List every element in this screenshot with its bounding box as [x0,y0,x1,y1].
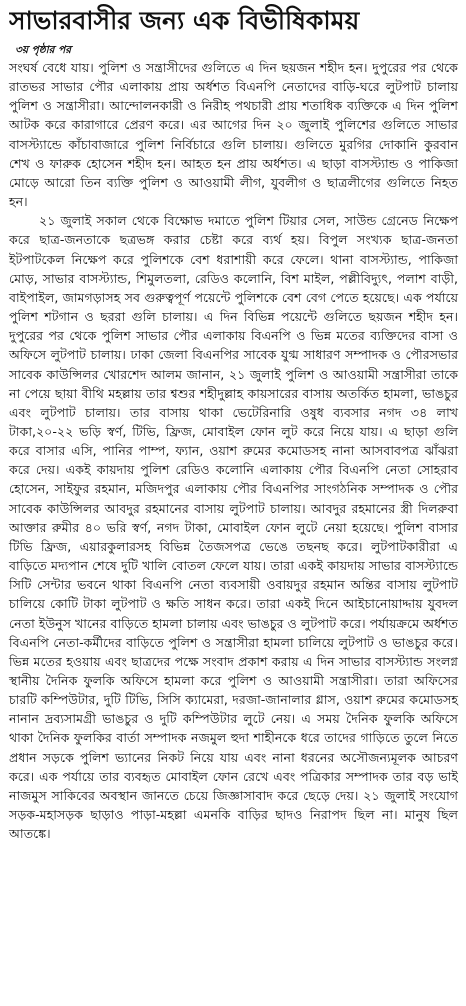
article-headline: সাভারবাসীর জন্য এক বিভীষিকাময় [9,6,360,35]
article-paragraph-2: ২১ জুলাই সকাল থেকে বিক্ষোভ দমাতে পুলিশ টিয়ার সেল, সাউন্ড গ্রেনেড নিক্ষেপ করে ছাত্র-জনতাকে ছত্রভঙ্গ করার চেষ্টা করে ব্যর্থ হয়। বিপুল সংখ্যক ছাত্র-জনতা ইটপাটকেল নিক্ষেপ করে পুলিশকে বেশ ধরাশায়ী করে ফেলে। থানা বাসস্ট্যান্ড, পাকিজা মোড়, সাভার বাসস্ট্যান্ড, শিমুলতলা, রেডিও কলোনি, বিশ মাইল, পল্লীবিদ্যুৎ, পলাশ বাড়ী, বাইপাইল, জামগড়াসহ সব গুরুত্বপূর্ণ পয়েন্টে পুলিশকে বেশ বেগ পেতে হয়েছে। এক পর্যায়ে পুলিশ শটগান ও ছররা গুলি চালায়। এ দিন বিভিন্ন পয়েন্টে গুলিতে ছয়জন শহীদ হন। দুপুরের পর থেকে পুলিশ সাভার পৌর এলাকায় বিএনপি ও ভিন্ন মতের ব্যক্তিদের বাসা ও অফিসে লুটপাট চালায়। ঢাকা জেলা বিএনপির সাবেক যুগ্ম সাধারণ সম্পাদক ও পৌরসভার সাবেক কাউন্সিলর খোরশেদ আলম জানান, ২১ জুলাই পুলিশ ও আওয়ামী সন্ত্রাসীরা তাকে না পেয়ে ছায়া বীথি মহল্লায় তার শ্বশুর শহীদুল্লাহ কায়সারের বাসায় অতর্কিত হামলা, ভাঙচুর এবং লুটপাট চালায়। তার বাসায় থাকা ভেটেরিনারি ওষুধ ব্যবসার নগদ ৩৪ লাখ টাকা,২০-২২ ভড়ি স্বর্ণ, টিভি, ফ্রিজ, মোবাইল ফোন লুট করে নিয়ে যায়। এ ছাড়া গুলি করে বাসার এসি, পানির পাম্প, ফ্যান, ওয়াশ রুমের কমোডসহ নানা আসবাবপত্র ঝাঁঝরা করে দেয়। একই কায়দায় পুলিশ রেডিও কলোনি এলাকায় পৌর বিএনপি নেতা সোহরাব হোসেন, সাইফুর রহমান, মজিদপুর এলাকায় পৌর বিএনপির সাংগঠনিক সম্পাদক ও পৌর সাবেক কাউন্সিলর আবদুর রহমানের বাসায় লুটপাট চালায়। আবদুর রহমানের স্ত্রী দিলরুবা আক্তার রুমীর ৪০ ভরি স্বর্ণ, নগদ টাকা, মোবাইল ফোন লুটে নেয়া হয়েছে। পুলিশ বাসার টিভি ফ্রিজ, এয়ারকুলারসহ বিভিন্ন তৈজসপত্র ভেঙে তছনছ করে। লুটপাটকারীরা এ বাড়িতে মদ্যপান শেষে দুটি খালি বোতল ফেলে যায়। তারা একই কায়দায় সাভার বাসস্ট্যান্ডে সিটি সেন্টার ভবনে থাকা বিএনপি নেতা ব্যবসায়ী ওবায়দুর রহমান অন্তির বাসায় লুটপাট চালিয়ে কোটি টাকা লুটপাট ও ক্ষতি সাধন করে। তারা একই দিনে আইচানোয়াদ্দায় যুবদল নেতা ইউনুস খানের বাড়িতে হামলা চালায় এবং ভাঙচুর ও লুটপাট করে। পর্যায়ক্রমে অর্ধশত বিএনপি নেতা-কর্মীদের বাড়িতে পুলিশ ও সন্ত্রাসীরা হামলা চালিয়ে লুটপাট ও ভাঙচুর করে। ভিন্ন মতের হওয়ায় এবং ছাত্রদের পক্ষে সংবাদ প্রকাশ করায় এ দিন সাভার বাসস্ট্যান্ড সংলগ্ন স্থানীয় দৈনিক ফুলকি অফিসে হামলা করে পুলিশ ও আওয়ামী সন্ত্রাসীরা। তারা অফিসের চারটি কম্পিউটার, দুটি টিভি, সিসি ক্যামেরা, দরজা-জানালার গ্লাস, ওয়াশ রুমের কমোডসহ নানান দ্রব্যসামগ্রী ভাঙচুর ও দুটি কম্পিউটার লুটে নেয়। এ সময় দৈনিক ফুলকি অফিসে থাকা দৈনিক ফুলকির বার্তা সম্পাদক নজমুল হুদা শাহীনকে ধরে তাদের গাড়িতে তুলে নিতে প্রধান সড়কে পুলিশ ভ্যানের নিকট নিয়ে যায় এবং নানা ধরনের অসৌজন্যমূলক আচরণ করে। এক পর্যায়ে তার ব্যবহৃত মোবাইল ফোন রেখে এবং পত্রিকার সম্পাদক তার বড় ভাই নাজমুস সাকিবের অবস্থান জানতে চেয়ে জিজ্ঞাসাবাদ করে ছেড়ে দেয়। ২১ জুলাই সংযোগ সড়ক-মহাসড়ক ছাড়াও পাড়া-মহল্লা এমনকি বাড়ির ছাদও নিরাপদ ছিল না। মানুষ ছিল আতঙ্কে। [9,213,458,842]
article-paragraph-1: সংঘর্ষ বেধে যায়। পুলিশ ও সন্ত্রাসীদের গুলিতে এ দিন ছয়জন শহীদ হন। দুপুরের পর থেকে রাতভর সাভার পৌর এলাকায় প্রায় অর্ধশত বিএনপি নেতাদের বাড়ি-ঘরে লুটপাট চালায় পুলিশ ও সন্ত্রাসীরা। আন্দোলনকারী ও নিরীহ পথচারী প্রায় শতাধিক ব্যক্তিকে এ দিন পুলিশ আটক করে কারাগারে প্রেরণ করে। এর আগের দিন ২০ জুলাই পুলিশের গুলিতে সাভার বাসস্ট্যান্ডে কাঁচাবাজারে পুলিশ নির্বিচারে গুলি চালায়। গুলিতে মুরগির দোকানি কুরবান শেখ ও ফারুক হোসেন শহীদ হন। আহত হন প্রায় অর্ধশত। এ ছাড়া বাসস্ট্যান্ড ও পাকিজা মোড়ে আরো তিন ব্যক্তি পুলিশ ও আওয়ামী লীগ, যুবলীগ ও ছাত্রলীগের গুলিতে নিহত হন। [9,60,458,210]
continuation-label: ৩য় পৃষ্ঠার পর [15,44,72,56]
